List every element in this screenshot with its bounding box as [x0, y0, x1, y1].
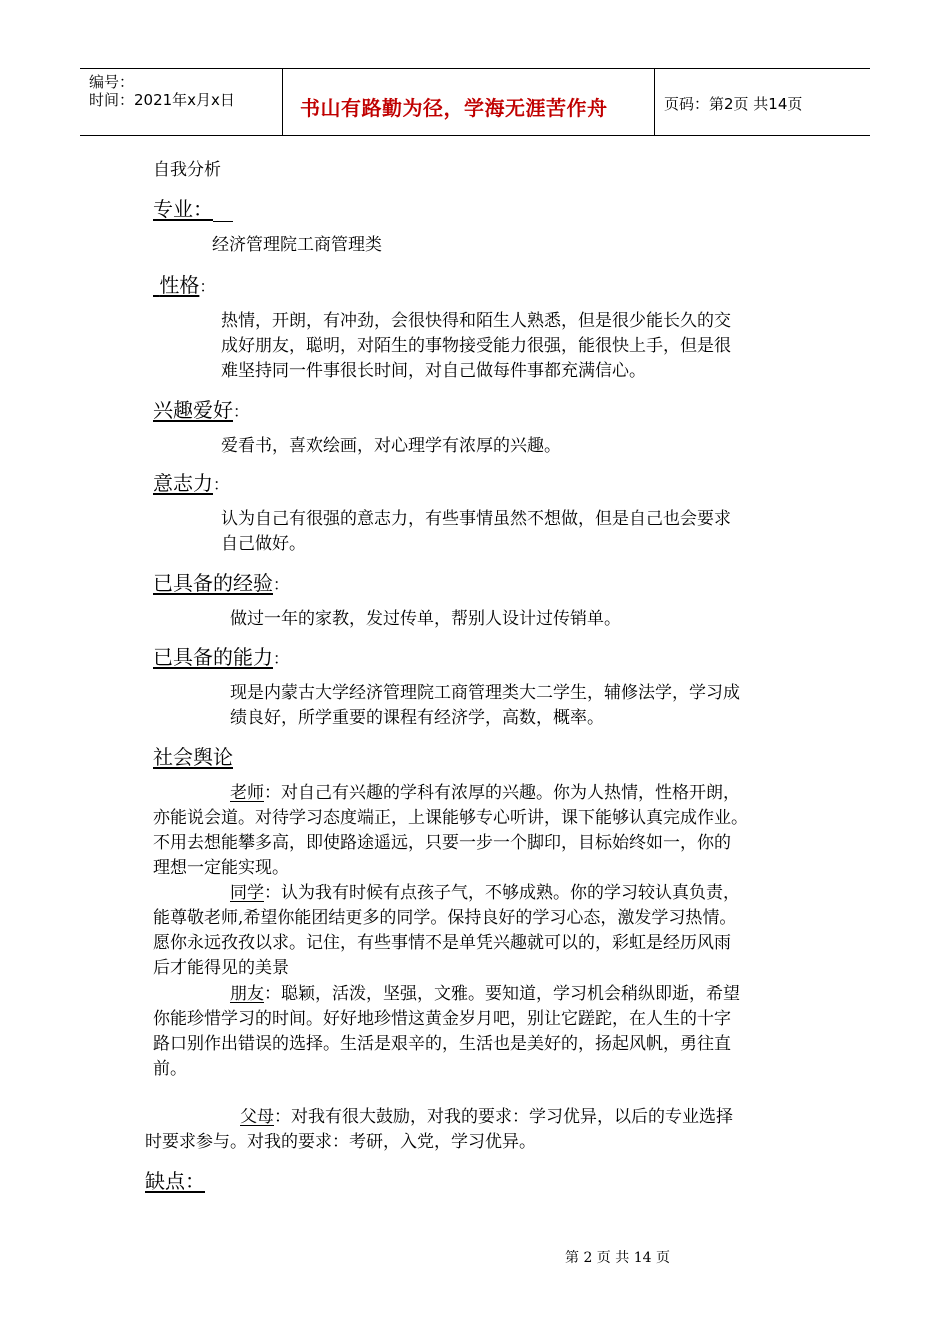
- classmate-line-4: 后才能得见的美景: [153, 958, 289, 978]
- weakness-heading: [145, 1168, 205, 1194]
- friend-line-2: 你能珍惜学习的时间。好好地珍惜这黄金岁月吧，别让它蹉跎，在人生的十字: [153, 1009, 731, 1029]
- hobby-label: 兴趣爱好: [153, 398, 233, 422]
- major-blank: [213, 199, 233, 222]
- friend-line-3: 路口别作出错误的选择。生活是艰辛的，生活也是美好的，扬起风帆，勇往直: [153, 1034, 731, 1054]
- teacher-line-3: 不用去想能攀多高，即使路途遥远，只要一步一个脚印，目标始终如一，你的: [153, 833, 731, 853]
- header-divider-left: [282, 68, 283, 136]
- classmate-name: 同学: [230, 883, 264, 903]
- will-heading: [153, 470, 229, 498]
- experience-text: 做过一年的家教，发过传单，帮别人设计过传销单。: [230, 609, 621, 629]
- parents-first-text: ：对我有很大鼓励，对我的要求：学习优异，以后的专业选择: [274, 1107, 733, 1127]
- teacher-line-2: 亦能说会道。对待学习态度端正，上课能够专心听讲，课下能够认真完成作业。: [153, 808, 748, 828]
- major-colon: ：: [193, 197, 213, 221]
- experience-heading: [153, 570, 289, 598]
- document-number-label: 编号：: [89, 73, 135, 91]
- personality-colon: ：: [199, 277, 216, 296]
- major-heading: [153, 196, 233, 222]
- will-line-1: 认为自己有很强的意志力，有些事情虽然不想做，但是自己也会要求: [221, 509, 731, 529]
- personality-label: 性格: [159, 273, 200, 297]
- personality-heading: [153, 272, 215, 300]
- document-title: 自我分析: [153, 160, 221, 180]
- teacher-first-text: ：对自己有兴趣的学科有浓厚的兴趣。你为人热情，性格开朗，: [264, 783, 740, 803]
- opinion-heading: [153, 744, 233, 770]
- will-label: 意志力: [153, 471, 213, 495]
- hobby-text: 爱看书，喜欢绘画，对心理学有浓厚的兴趣。: [221, 436, 561, 456]
- major-label: 专业: [153, 197, 193, 221]
- teacher-name: 老师: [230, 783, 264, 803]
- teacher-line-4: 理想一定能实现。: [153, 858, 289, 878]
- ability-line-1: 现是内蒙古大学经济管理院工商管理类大二学生，辅修法学，学习成: [230, 683, 740, 703]
- parents-first-line: [240, 1105, 733, 1130]
- ability-heading: [153, 644, 289, 672]
- personality-line-3: 难坚持同一件事很长时间，对自己做每件事都充满信心。: [221, 361, 646, 381]
- major-text: 经济管理院工商管理类: [212, 235, 382, 255]
- classmate-first-text: ：认为我有时候有点孩子气，不够成熟。你的学习较认真负责，: [264, 883, 740, 903]
- opinion-label: 社会舆论: [153, 745, 233, 769]
- header-divider-right: [654, 68, 655, 136]
- personality-line-1: 热情，开朗，有冲劲，会很快得和陌生人熟悉，但是很少能长久的交: [221, 311, 731, 331]
- friend-first-line: [230, 982, 740, 1007]
- header-page-info: 页码：第2页 共14页: [664, 95, 803, 113]
- weakness-colon: ：: [185, 1169, 205, 1193]
- header-motto: 书山有路勤为径，学海无涯苦作舟: [300, 96, 608, 120]
- friend-name: 朋友: [230, 984, 264, 1004]
- classmate-line-3: 愿你永远孜孜以求。记住，有些事情不是单凭兴趣就可以的，彩虹是经历风雨: [153, 933, 731, 953]
- will-line-2: 自己做好。: [221, 534, 306, 554]
- friend-first-text: ：聪颖，活泼，坚强，文雅。要知道，学习机会稍纵即逝，希望: [264, 984, 740, 1004]
- ability-label: 已具备的能力: [153, 645, 273, 669]
- personality-line-2: 成好朋友，聪明，对陌生的事物接受能力很强，能很快上手，但是很: [221, 336, 731, 356]
- parents-line-2: 时要求参与。对我的要求：考研，入党，学习优异。: [145, 1132, 536, 1152]
- teacher-first-line: [230, 781, 740, 806]
- hobby-colon: ：: [233, 402, 250, 421]
- classmate-first-line: [230, 881, 740, 906]
- experience-label: 已具备的经验: [153, 571, 273, 595]
- parents-name: 父母: [240, 1107, 274, 1127]
- page-footer: 第 2 页 共 14 页: [565, 1250, 670, 1266]
- experience-colon: ：: [273, 575, 290, 594]
- ability-line-2: 绩良好，所学重要的课程有经济学，高数，概率。: [230, 708, 604, 728]
- document-date: 时间：2021年x月x日: [89, 91, 235, 109]
- header-top-rule: [80, 68, 870, 69]
- friend-line-4: 前。: [153, 1059, 187, 1079]
- weakness-label: 缺点: [145, 1169, 185, 1193]
- header-bottom-rule: [80, 135, 870, 136]
- ability-colon: ：: [273, 649, 290, 668]
- classmate-line-2: 能尊敬老师,希望你能团结更多的同学。保持良好的学习心态，激发学习热情。: [153, 908, 737, 928]
- will-colon: ：: [213, 475, 230, 494]
- hobby-heading: [153, 397, 249, 425]
